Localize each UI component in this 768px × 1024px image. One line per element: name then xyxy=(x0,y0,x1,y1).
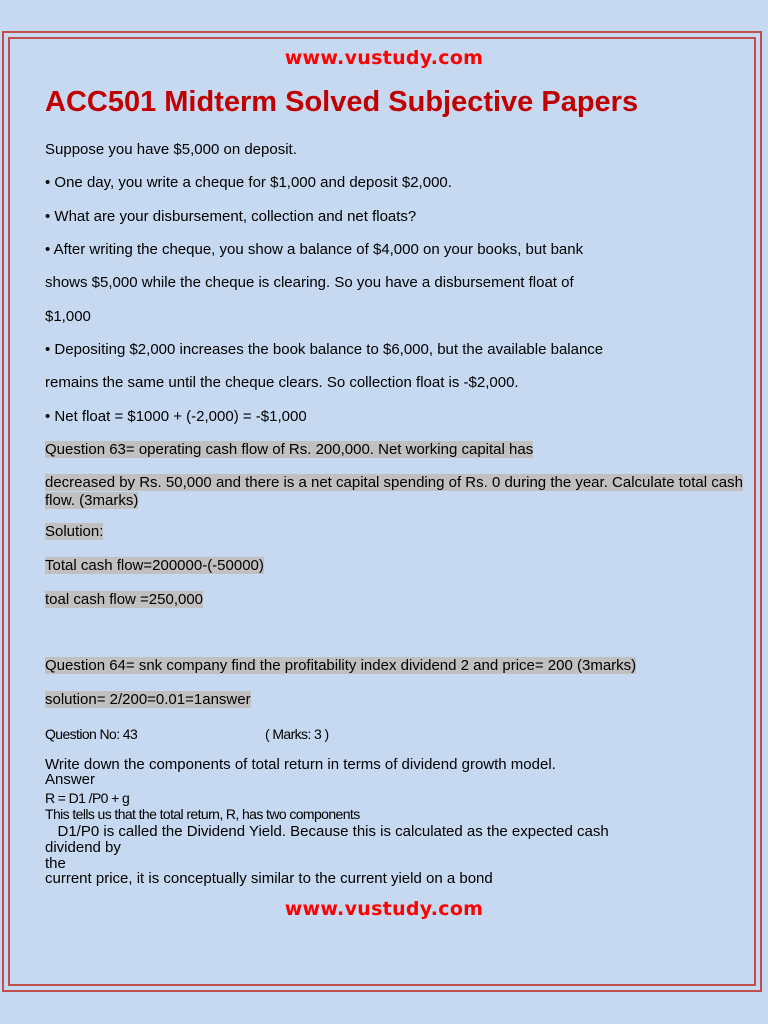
question-43-prompt: Write down the components of total return in terms of dividend growth model. xyxy=(45,756,556,773)
page-title: ACC501 Midterm Solved Subjective Papers xyxy=(45,86,639,118)
site-footer-link[interactable]: www.vustudy.com xyxy=(284,898,484,920)
text-line-5: shows $5,000 while the cheque is clearing. So you have a disbursement float of xyxy=(45,274,574,291)
question-63-solution-label: Solution: xyxy=(45,523,104,540)
question-63-step-1: Total cash flow=200000-(-50000) xyxy=(45,557,264,574)
question-64: Question 64= snk company find the profitability index dividend 2 and price= 200 (3marks) xyxy=(45,657,637,674)
question-63-step-2: toal cash flow =250,000 xyxy=(45,591,204,608)
text-line-8: remains the same until the cheque clears. So collection float is -$2,000. xyxy=(45,374,519,391)
text-line-2: • One day, you write a cheque for $1,000 and deposit $2,000. xyxy=(45,174,452,191)
text-line-7: • Depositing $2,000 increases the book balance to $6,000, but the available balance xyxy=(45,341,604,358)
answer-label: Answer xyxy=(45,771,96,788)
answer-line-4: the xyxy=(45,855,66,872)
text-line-4: • After writing the cheque, you show a balance of $4,000 on your books, but bank xyxy=(45,241,584,258)
site-header-link[interactable]: www.vustudy.com xyxy=(284,47,484,69)
answer-formula: R = D1 /P0 + g xyxy=(45,790,130,806)
text-line-6: $1,000 xyxy=(45,308,91,325)
question-63-line-3: flow. (3marks) xyxy=(45,492,139,509)
question-43-number: Question No: 43 xyxy=(45,726,138,742)
question-63-line-1: Question 63= operating cash flow of Rs. 200,000. Net working capital has xyxy=(45,441,534,458)
answer-line-5: current price, it is conceptually similar to the current yield on a bond xyxy=(45,870,493,887)
text-line-3: • What are your disbursement, collection and net floats? xyxy=(45,208,417,225)
answer-line-3: dividend by xyxy=(45,839,121,856)
text-line-1: Suppose you have $5,000 on deposit. xyxy=(45,141,297,158)
question-43-marks: ( Marks: 3 ) xyxy=(265,726,329,742)
text-line-9: • Net float = $1000 + (-2,000) = -$1,000 xyxy=(45,408,307,425)
question-63-line-2: decreased by Rs. 50,000 and there is a net capital spending of Rs. 0 during the year. Calculate total cash xyxy=(45,474,743,491)
answer-line-1: This tells us that the total return, R, has two components xyxy=(45,806,360,822)
question-64-solution: solution= 2/200=0.01=1answer xyxy=(45,691,251,708)
answer-line-2: D1/P0 is called the Dividend Yield. Because this is calculated as the expected cash xyxy=(45,823,609,840)
